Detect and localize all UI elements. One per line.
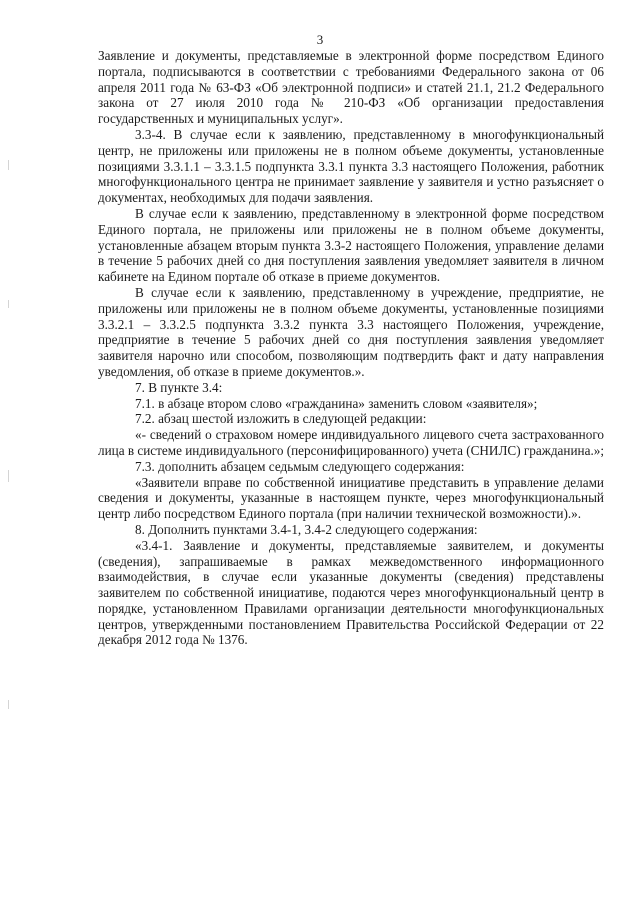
paragraph-3-3-4: 3.3-4. В случае если к заявлению, представленному в многофункциональный центр, не приложены или приложены не в полном объеме документы, установленные позициями 3.3.1.1 – 3.3.1.5 подпункта 3.3.1 пункта 3.3 настоящего Положения, работник многофункционального центра не принимает заявление у заявителя и устно разъясняет о документах, необходимых для подачи заявления. xyxy=(98,126,604,206)
paragraph-item-7-2: 7.2. абзац шестой изложить в следующей редакции: xyxy=(135,411,427,427)
scan-margin-mark xyxy=(8,470,9,482)
scan-margin-mark xyxy=(8,700,9,709)
paragraph-snils-text: «- сведений о страховом номере индивидуального лицевого счета застрахованного лица в системе индивидуального (персонифицированного) учета (СНИЛС) гражданина.»; xyxy=(98,427,604,458)
paragraph-item-7: 7. В пункте 3.4: xyxy=(135,379,223,395)
paragraph-item-7-1: 7.1. в абзаце втором слово «гражданина» заменить словом «заявителя»; xyxy=(135,395,538,411)
paragraph-3-4-1: «3.4-1. Заявление и документы, представляемые заявителем, и документы (сведения), запрашиваемые в рамках межведомственного информационного взаимодействия, в случае если указанные документы (сведения) представлены заявителем по собственной инициативе, подаются через многофункциональный центр в порядке, установленном Правилами организации деятельности многофункциональных центров, утвержденными постановлением Правительства Российской Федерации от 22 декабря 2012 года № 1376. xyxy=(98,537,604,648)
scan-margin-mark xyxy=(8,160,9,170)
paragraph-institution-refusal: В случае если к заявлению, представленному в учреждение, предприятие, не приложены или приложены не в полном объеме документы, установленные позициями 3.3.2.1 – 3.3.2.5 подпункта 3.3.2 пункта 3.3 настоящего Положения, учреждение, предприятие в течение 5 рабочих дней со дня поступления заявления уведомляет заявителя нарочно или способом, позволяющим подтвердить факт и дату направления уведомления, об отказе в приеме документов.». xyxy=(98,284,604,379)
paragraph-electronic-refusal: В случае если к заявлению, представленному в электронной форме посредством Единого портала, не приложены или приложены не в полном объеме документы, установленные абзацем вторым пункта 3.3-2 настоящего Положения, управление делами в течение 5 рабочих дней со дня поступления заявления уведомляет заявителя в личном кабинете на Едином портале об отказе в приеме документов. xyxy=(98,205,604,285)
paragraph-item-7-3: 7.3. дополнить абзацем седьмым следующего содержания: xyxy=(135,458,465,474)
paragraph-item-8: 8. Дополнить пунктами 3.4-1, 3.4-2 следующего содержания: xyxy=(135,521,478,537)
scan-margin-mark xyxy=(8,300,9,308)
paragraph-signature-requirements: Заявление и документы, представляемые в электронной форме посредством Единого портала, подписываются в соответствии с требованиями Федерального закона от 06 апреля 2011 года № 63-ФЗ «Об электронной подписи» и статей 21.1, 21.2 Федерального закона от 27 июля 2010 года № 210-ФЗ «Об организации предоставления государственных и муниципальных услуг». xyxy=(98,48,604,127)
page-number: 3 xyxy=(316,32,324,47)
document-body xyxy=(98,48,604,648)
paragraph-applicants-right: «Заявители вправе по собственной инициативе представить в управление делами сведения и документы, указанные в настоящем пункте, через многофункциональный центр либо посредством Единого портала (при наличии технической возможности).». xyxy=(98,474,604,522)
